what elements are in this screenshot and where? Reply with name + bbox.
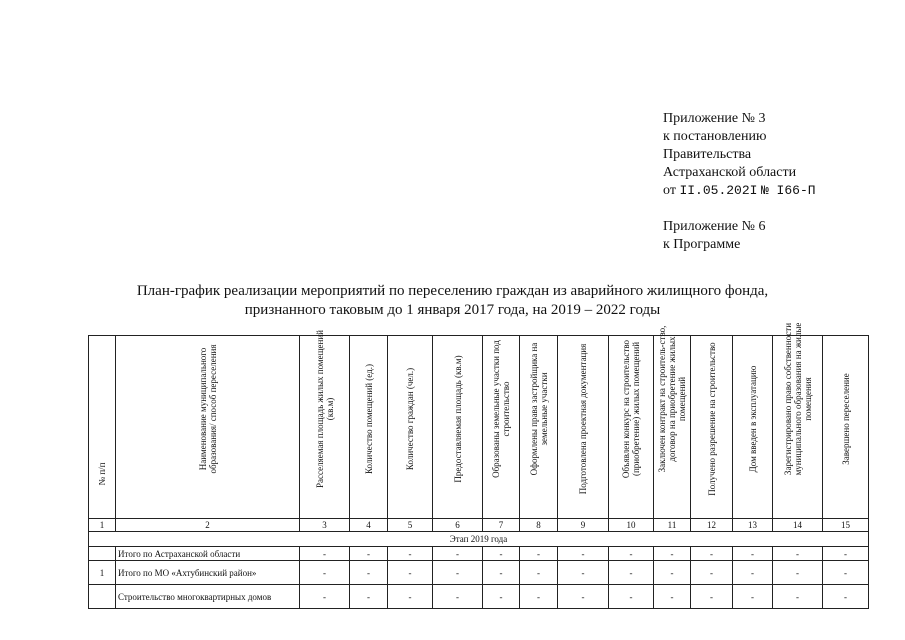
column-number: 11 (654, 519, 691, 532)
decree-number: № I66-П (760, 183, 816, 198)
header-cell: Количество помещений (ед.) (350, 336, 388, 519)
table-cell: - (558, 561, 609, 585)
appendix-line: Приложение № 6 (663, 219, 766, 234)
table-cell: - (733, 585, 773, 609)
header-cell: Количество граждан (чел.) (388, 336, 433, 519)
table-cell: - (483, 547, 520, 561)
appendix-block (663, 110, 816, 254)
schedule-table (88, 322, 869, 609)
table-cell: - (733, 547, 773, 561)
table-cell: - (483, 561, 520, 585)
table-cell: - (433, 547, 483, 561)
row-name: Итого по Астраханской области (116, 547, 300, 561)
table-cell: - (773, 561, 823, 585)
table-cell: - (300, 561, 350, 585)
document-title (0, 282, 905, 320)
column-number: 12 (691, 519, 733, 532)
table-cell: - (350, 547, 388, 561)
table-cell: - (433, 561, 483, 585)
header-cell: Дом введен в эксплуатацию (733, 336, 773, 519)
header-cell: № п/п (89, 336, 116, 519)
header-cell: Подготовлена проектная документация (558, 336, 609, 519)
table-row (89, 561, 869, 585)
header-cell: Наименование муниципального образования/ способ переселения (116, 336, 300, 519)
header-cell: Предоставляемая площадь (кв.м) (433, 336, 483, 519)
header-cell: Получено разрешение на строительство (691, 336, 733, 519)
table-cell: - (558, 585, 609, 609)
table-cell: - (654, 585, 691, 609)
column-number: 13 (733, 519, 773, 532)
table-cell: - (609, 585, 654, 609)
table-cell: - (609, 547, 654, 561)
table-cell: - (350, 585, 388, 609)
table-cell: - (300, 585, 350, 609)
column-number: 10 (609, 519, 654, 532)
table-cell: - (823, 561, 869, 585)
table-cell: - (773, 585, 823, 609)
table-cell: - (520, 547, 558, 561)
header-row (89, 336, 869, 519)
table-cell: - (433, 585, 483, 609)
row-name: Строительство многоквартирных домов (116, 585, 300, 609)
header-cell: Заключен контракт на строитель-ство, договор на приобретение жилых помещений (654, 336, 691, 519)
appendix-line: к постановлению (663, 129, 767, 144)
column-number: 15 (823, 519, 869, 532)
stage-label: Этап 2019 года (89, 532, 869, 547)
table-cell: - (773, 547, 823, 561)
table-cell: - (520, 585, 558, 609)
table-cell: - (300, 547, 350, 561)
date-prefix: от (663, 183, 676, 198)
table-cell: - (733, 561, 773, 585)
table-row (89, 585, 869, 609)
decree-date: II.05.202I (679, 183, 758, 198)
row-name: Итого по МО «Ахтубинский район» (116, 561, 300, 585)
table-cell: - (654, 561, 691, 585)
header-cell: Объявлен конкурс на строительство (приобретение) жилых помещений (609, 336, 654, 519)
column-number: 6 (433, 519, 483, 532)
row-number (89, 547, 116, 561)
table-cell: - (388, 561, 433, 585)
table-cell: - (483, 585, 520, 609)
table-cell: - (691, 547, 733, 561)
column-number: 1 (89, 519, 116, 532)
row-number: 1 (89, 561, 116, 585)
title-line-1: План-график реализации мероприятий по переселению граждан из аварийного жилищного фонда, (136, 283, 769, 299)
column-number: 3 (300, 519, 350, 532)
row-number (89, 585, 116, 609)
table-cell: - (388, 585, 433, 609)
table-cell: - (609, 561, 654, 585)
appendix-line: Астраханской области (663, 165, 797, 180)
table-cell: - (558, 547, 609, 561)
column-number-row (89, 519, 869, 532)
column-number: 8 (520, 519, 558, 532)
header-cell: Оформлены права застройщика на земельные участки (520, 336, 558, 519)
table-row (89, 547, 869, 561)
table-cell: - (823, 585, 869, 609)
title-line-2: признанного таковым до 1 января 2017 года, на 2019 – 2022 годы (244, 302, 661, 318)
header-cell: Завершено переселение (823, 336, 869, 519)
column-number: 7 (483, 519, 520, 532)
appendix-line: Приложение № 3 (663, 111, 766, 126)
column-number: 9 (558, 519, 609, 532)
appendix-line: Правительства (663, 147, 752, 162)
table-cell: - (691, 585, 733, 609)
table-cell: - (691, 561, 733, 585)
table-cell: - (388, 547, 433, 561)
table-cell: - (823, 547, 869, 561)
column-number: 5 (388, 519, 433, 532)
appendix-line: к Программе (663, 237, 741, 252)
table-cell: - (520, 561, 558, 585)
appendix-date-line (663, 182, 816, 200)
header-cell: Зарегистрировано право собственности муниципального образования на жилые помещения (773, 336, 823, 519)
header-cell: Образованы земельные участки под строительство (483, 336, 520, 519)
column-number: 2 (116, 519, 300, 532)
column-number: 14 (773, 519, 823, 532)
table-cell: - (350, 561, 388, 585)
table-cell: - (654, 547, 691, 561)
header-cell: Расселяемая площадь жилых помещений (кв.м) (300, 336, 350, 519)
column-number: 4 (350, 519, 388, 532)
stage-row (89, 532, 869, 547)
